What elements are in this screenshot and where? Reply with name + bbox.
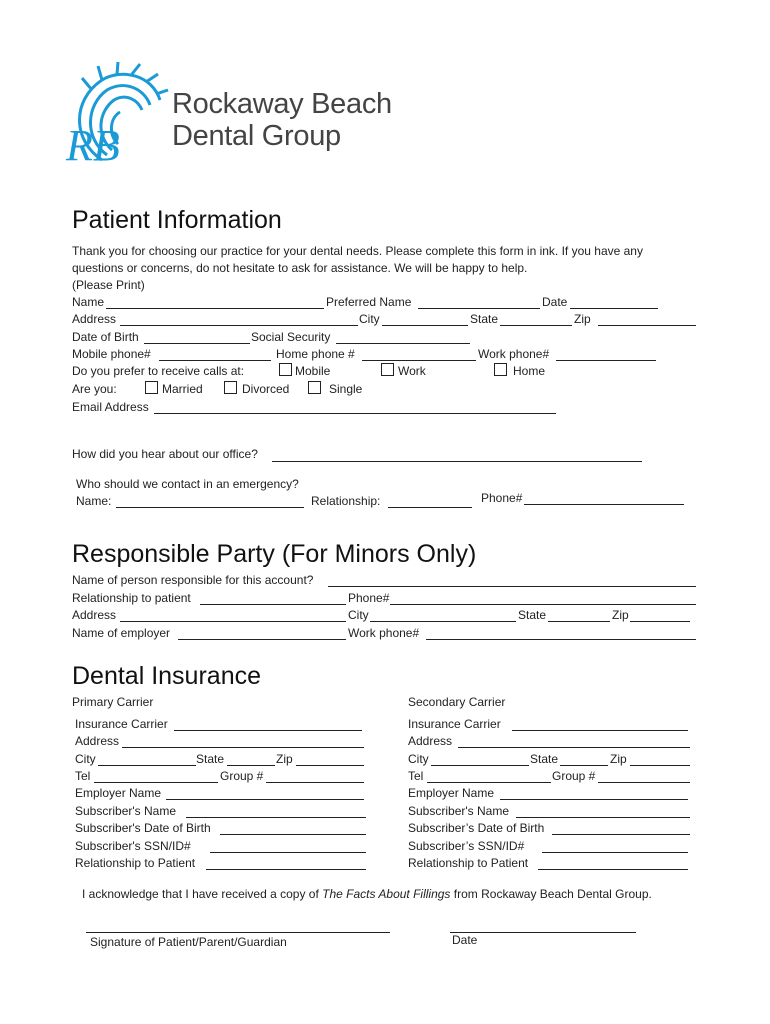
address-label: Address <box>72 312 117 326</box>
dental-insurance-heading: Dental Insurance <box>72 662 262 690</box>
secondary-state-field[interactable] <box>560 765 608 766</box>
primary-relationship-field[interactable] <box>206 869 366 870</box>
primary-carrier-field[interactable] <box>174 730 362 731</box>
secondary-subscriber-ssn-field[interactable] <box>542 852 688 853</box>
mobile-phone-label: Mobile phone# <box>72 347 151 361</box>
secondary-carrier-heading: Secondary Carrier <box>408 695 506 709</box>
zip-label: Zip <box>574 312 591 326</box>
logo <box>62 60 402 180</box>
ssn-field[interactable] <box>336 343 470 344</box>
responsible-phone-label: Phone# <box>348 591 390 605</box>
patient-info-heading: Patient Information <box>72 206 282 234</box>
prefer-calls-label: Do you prefer to receive calls at: <box>72 364 245 378</box>
secondary-tel-field[interactable] <box>427 782 551 783</box>
responsible-state-field[interactable] <box>548 621 610 622</box>
primary-tel-label: Tel <box>75 769 91 783</box>
primary-carrier-label: Insurance Carrier <box>75 717 168 731</box>
primary-address-field[interactable] <box>122 747 364 748</box>
logo-line-1: Rockaway Beach <box>172 88 392 120</box>
secondary-carrier-label: Insurance Carrier <box>408 717 501 731</box>
date-label: Date <box>542 295 568 309</box>
signature-field[interactable] <box>86 932 390 933</box>
secondary-address-label: Address <box>408 734 453 748</box>
emergency-phone-field[interactable] <box>524 504 684 505</box>
acknowledgement-text <box>82 887 652 901</box>
primary-state-field[interactable] <box>227 765 275 766</box>
mobile-option-label: Mobile <box>295 364 331 378</box>
responsible-relationship-label: Relationship to patient <box>72 591 191 605</box>
secondary-subscriber-name-label: Subscriber's Name <box>408 804 509 818</box>
secondary-address-field[interactable] <box>458 747 690 748</box>
state-label: State <box>470 312 499 326</box>
primary-group-field[interactable] <box>266 782 364 783</box>
city-label: City <box>359 312 380 326</box>
emergency-relationship-field[interactable] <box>388 507 472 508</box>
ssn-label: Social Security <box>251 330 331 344</box>
intro-line-1: Thank you for choosing our practice for your dental needs. Please complete this form in ink. If you have any <box>72 244 643 258</box>
work-checkbox[interactable] <box>381 363 394 376</box>
employer-label: Name of employer <box>72 626 171 640</box>
secondary-state-label: State <box>530 752 559 766</box>
primary-zip-label: Zip <box>276 752 293 766</box>
secondary-city-label: City <box>408 752 429 766</box>
primary-group-label: Group # <box>220 769 264 783</box>
primary-employer-field[interactable] <box>166 799 364 800</box>
responsible-address-field[interactable] <box>120 621 346 622</box>
signature-label: Signature of Patient/Parent/Guardian <box>90 935 287 949</box>
rb-initials: RB <box>66 121 120 170</box>
signature-date-field[interactable] <box>450 932 636 933</box>
work-phone-label: Work phone# <box>478 347 550 361</box>
primary-relationship-label: Relationship to Patient <box>75 856 196 870</box>
address-field[interactable] <box>120 325 358 326</box>
responsible-city-field[interactable] <box>370 621 516 622</box>
responsible-city-label: City <box>348 608 369 622</box>
secondary-tel-label: Tel <box>408 769 424 783</box>
divorced-checkbox[interactable] <box>224 381 237 394</box>
primary-city-field[interactable] <box>98 765 196 766</box>
intro-line-2: questions or concerns, do not hesitate to ask for assistance. We will be happy to help. <box>72 261 528 275</box>
secondary-subscriber-ssn-label: Subscriber’s SSN/ID# <box>408 839 525 853</box>
secondary-relationship-label: Relationship to Patient <box>408 856 529 870</box>
primary-zip-field[interactable] <box>296 765 364 766</box>
secondary-zip-label: Zip <box>610 752 627 766</box>
single-option-label: Single <box>329 382 363 396</box>
responsible-work-phone-label: Work phone# <box>348 626 420 640</box>
responsible-zip-label: Zip <box>612 608 629 622</box>
email-field[interactable] <box>154 413 556 414</box>
responsible-party-heading: Responsible Party (For Minors Only) <box>72 540 477 568</box>
email-label: Email Address <box>72 400 149 414</box>
dob-label: Date of Birth <box>72 330 139 344</box>
home-phone-field[interactable] <box>362 360 476 361</box>
logo-line-2: Dental Group <box>172 120 341 152</box>
ack-title: The Facts About Fillings <box>322 887 451 901</box>
primary-state-label: State <box>196 752 225 766</box>
dob-field[interactable] <box>144 343 250 344</box>
home-checkbox[interactable] <box>494 363 507 376</box>
secondary-employer-label: Employer Name <box>408 786 495 800</box>
primary-address-label: Address <box>75 734 120 748</box>
primary-employer-label: Employer Name <box>75 786 162 800</box>
responsible-zip-field[interactable] <box>630 621 690 622</box>
emergency-phone-label: Phone# <box>481 491 523 505</box>
primary-subscriber-ssn-field[interactable] <box>210 852 366 853</box>
date-field[interactable] <box>570 308 658 309</box>
mobile-phone-field[interactable] <box>159 360 271 361</box>
work-option-label: Work <box>398 364 426 378</box>
primary-subscriber-ssn-label: Subscriber's SSN/ID# <box>75 839 191 853</box>
secondary-relationship-field[interactable] <box>538 869 688 870</box>
responsible-person-label: Name of person responsible for this account? <box>72 573 314 587</box>
divorced-option-label: Divorced <box>242 382 290 396</box>
primary-subscriber-name-field[interactable] <box>186 817 366 818</box>
state-field[interactable] <box>500 325 572 326</box>
primary-subscriber-dob-field[interactable] <box>220 834 366 835</box>
secondary-group-label: Group # <box>552 769 596 783</box>
secondary-subscriber-name-field[interactable] <box>516 817 690 818</box>
shell-logo-icon <box>62 60 172 178</box>
secondary-city-field[interactable] <box>431 765 529 766</box>
secondary-employer-field[interactable] <box>500 799 688 800</box>
name-label: Name <box>72 295 105 309</box>
primary-subscriber-name-label: Subscriber's Name <box>75 804 176 818</box>
responsible-phone-field[interactable] <box>390 604 696 605</box>
responsible-state-label: State <box>518 608 547 622</box>
emergency-name-label: Name: <box>76 494 112 508</box>
emergency-relationship-label: Relationship: <box>311 494 381 508</box>
home-option-label: Home <box>513 364 546 378</box>
primary-carrier-heading: Primary Carrier <box>72 695 154 709</box>
preferred-name-field[interactable] <box>418 308 540 309</box>
signature-date-label: Date <box>452 933 478 947</box>
hear-field[interactable] <box>272 461 642 462</box>
emergency-name-field[interactable] <box>116 507 304 508</box>
primary-city-label: City <box>75 752 96 766</box>
zip-field[interactable] <box>598 325 696 326</box>
please-print: (Please Print) <box>72 278 145 292</box>
ack-pre: I acknowledge that I have received a copy of <box>82 887 323 901</box>
name-field[interactable] <box>106 308 324 309</box>
married-option-label: Married <box>162 382 203 396</box>
mobile-checkbox[interactable] <box>279 363 292 376</box>
married-checkbox[interactable] <box>145 381 158 394</box>
city-field[interactable] <box>382 325 468 326</box>
primary-subscriber-dob-label: Subscriber's Date of Birth <box>75 821 211 835</box>
employer-field[interactable] <box>178 639 346 640</box>
are-you-label: Are you: <box>72 382 117 396</box>
secondary-zip-field[interactable] <box>630 765 690 766</box>
primary-tel-field[interactable] <box>94 782 218 783</box>
secondary-subscriber-dob-label: Subscriber’s Date of Birth <box>408 821 545 835</box>
secondary-group-field[interactable] <box>598 782 690 783</box>
responsible-relationship-field[interactable] <box>200 604 346 605</box>
single-checkbox[interactable] <box>308 381 321 394</box>
emergency-question: Who should we contact in an emergency? <box>76 477 299 491</box>
responsible-address-label: Address <box>72 608 117 622</box>
responsible-person-field[interactable] <box>328 586 696 587</box>
secondary-subscriber-dob-field[interactable] <box>552 834 690 835</box>
work-phone-field[interactable] <box>556 360 656 361</box>
hear-label: How did you hear about our office? <box>72 447 258 461</box>
preferred-name-label: Preferred Name <box>326 295 412 309</box>
home-phone-label: Home phone # <box>276 347 355 361</box>
secondary-carrier-field[interactable] <box>512 730 688 731</box>
ack-post: from Rockaway Beach Dental Group. <box>450 887 652 901</box>
responsible-work-phone-field[interactable] <box>426 639 696 640</box>
